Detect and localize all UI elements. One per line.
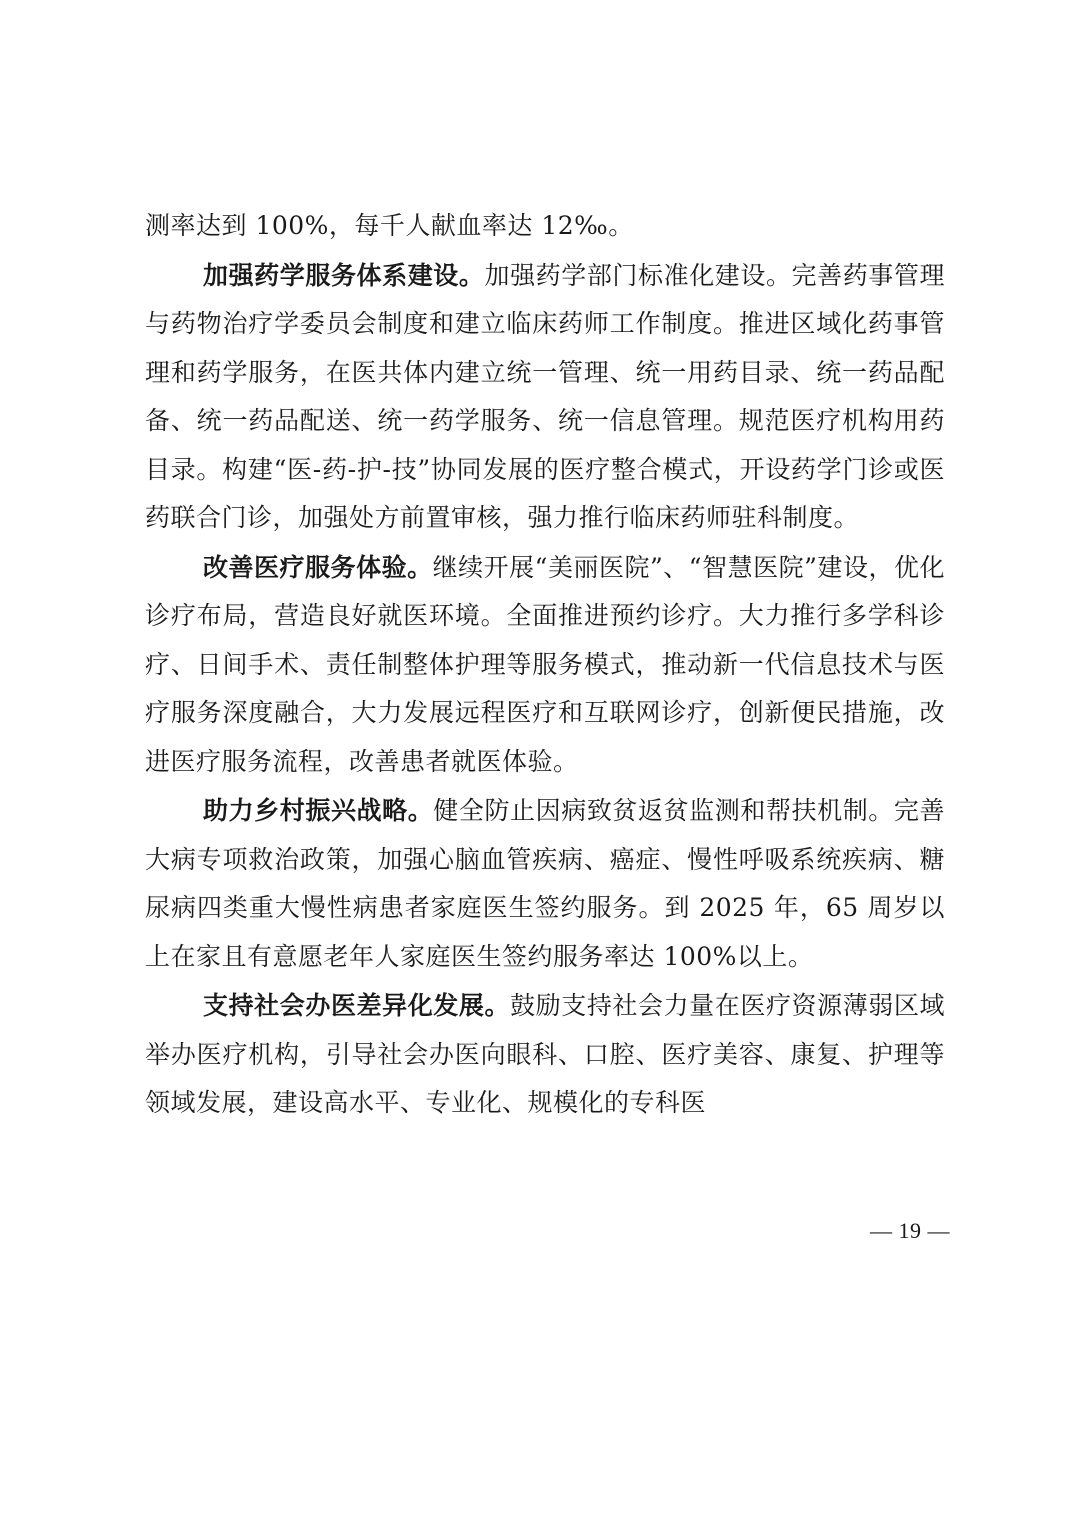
paragraph-lead: 助力乡村振兴战略。 [203, 796, 434, 825]
paragraph-text: 健全防止因病致贫返贫监测和帮扶机制。完善大病专项救治政策，加强心脑血管疾病、癌症、慢性呼吸系统疾病、糖尿病四类重大慢性病患者家庭医生签约服务。到 2025 年，65 周岁以上在家且有意愿老年人家庭医生签约服务率达 100%以上。 [145, 796, 945, 971]
paragraph-medical-experience [145, 544, 945, 787]
paragraph-rural-revitalization [145, 787, 945, 981]
paragraph-text: 继续开展“美丽医院”、“智慧医院”建设，优化诊疗布局，营造良好就医环境。全面推进预约诊疗。大力推行多学科诊疗、日间手术、责任制整体护理等服务模式，推动新一代信息技术与医疗服务深度融合，大力发展远程医疗和互联网诊疗，创新便民措施，改进医疗服务流程，改善患者就医体验。 [145, 552, 945, 776]
document-body [145, 202, 945, 1128]
paragraph-continuation [145, 202, 945, 251]
paragraph-social-medical [145, 982, 945, 1128]
paragraph-text: 加强药学部门标准化建设。完善药事管理与药物治疗学委员会制度和建立临床药师工作制度。推进区域化药事管理和药学服务，在医共体内建立统一管理、统一用药目录、统一药品配备、统一药品配送、统一药学服务、统一信息管理。规范医疗机构用药目录。构建“医-药-护-技”协同发展的医疗整合模式，开设药学门诊或医药联合门诊，加强处方前置审核，强力推行临床药师驻科制度。 [145, 260, 945, 532]
paragraph-pharmacy-services [145, 252, 945, 543]
paragraph-text: 鼓励支持社会力量在医疗资源薄弱区域举办医疗机构，引导社会办医向眼科、口腔、医疗美容、康复、护理等领域发展，建设高水平、专业化、规模化的专科医 [145, 991, 945, 1117]
paragraph-text: 测率达到 100%，每千人献血率达 12‰。 [145, 211, 634, 240]
page-number: — 19 — [870, 1218, 950, 1243]
paragraph-lead: 支持社会办医差异化发展。 [203, 991, 511, 1020]
paragraph-lead: 加强药学服务体系建设。 [203, 260, 485, 290]
paragraph-lead: 改善医疗服务体验。 [203, 552, 433, 582]
